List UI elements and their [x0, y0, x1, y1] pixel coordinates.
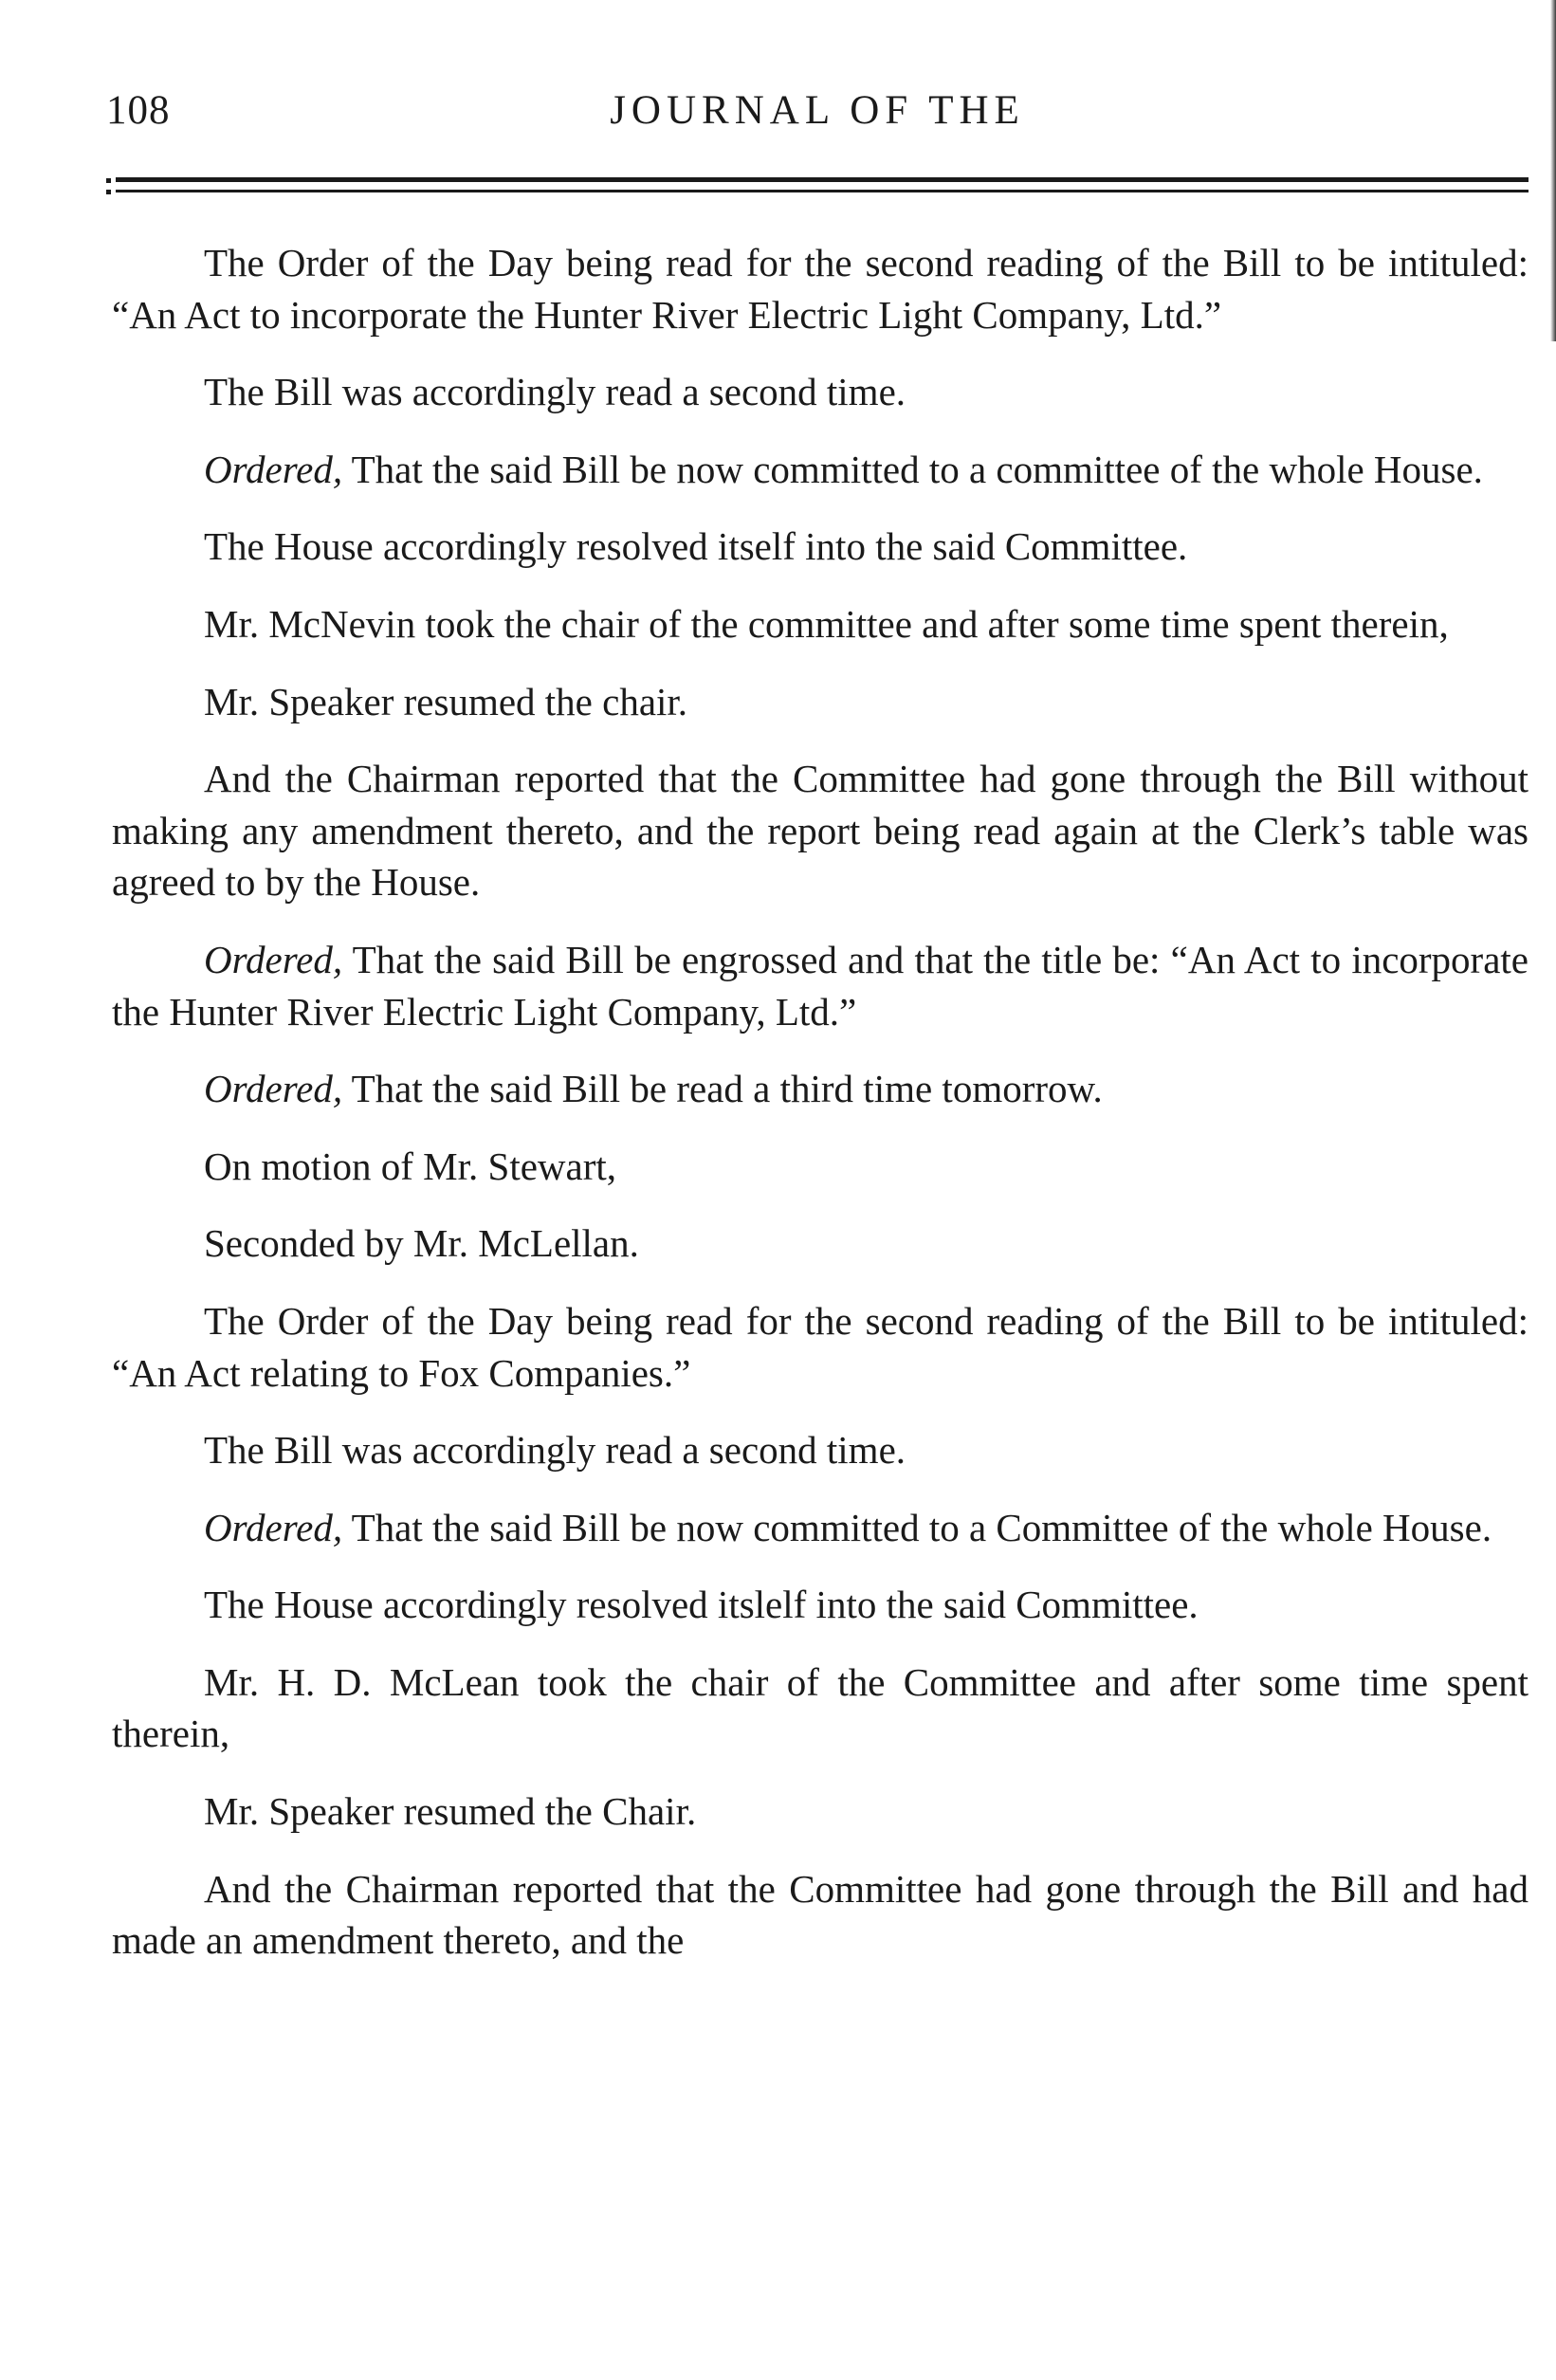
paragraph: Seconded by Mr. McLellan.: [204, 1221, 639, 1266]
paragraph: Mr. Speaker resumed the chair.: [204, 679, 688, 723]
journal-body: [112, 237, 1529, 1992]
paragraph: On motion of Mr. Stewart,: [204, 1144, 617, 1188]
paragraph: The Order of the Day being read for the second reading of the Bill to be intituled: “An Act to incorporate the Hunter River Electric Light Company, Ltd.”: [112, 241, 1529, 337]
rule-dot-top: [106, 178, 111, 183]
paragraph: The House accordingly resolved itslelf into the said Committee.: [204, 1583, 1199, 1627]
ordered-lead: Ordered,: [204, 937, 343, 981]
paragraph: Ordered, That the said Bill be engrossed and that the title be: “An Act to incorporate the Hunter River Electric Light Company, Ltd.”: [112, 937, 1529, 1034]
ordered-lead: Ordered,: [204, 447, 343, 491]
paragraph: The Bill was accordingly read a second time.: [204, 1428, 906, 1473]
paragraph: And the Chairman reported that the Committee had gone through the Bill without making any amendment thereto, and the report being read again at the Clerk’s table was agreed to by the House.: [112, 757, 1529, 905]
paragraph: The Bill was accordingly read a second time.: [204, 370, 906, 414]
page-edge-shadow: [1550, 0, 1556, 341]
page-header: [106, 87, 1529, 144]
paragraph: The Order of the Day being read for the second reading of the Bill to be intituled: “An Act relating to Fox Companies.”: [112, 1298, 1529, 1395]
rule-dot-bottom: [106, 190, 111, 194]
paragraph: The House accordingly resolved itself into the said Committee.: [204, 524, 1188, 569]
paragraph: Mr. McNevin took the chair of the committee and after some time spent therein,: [204, 601, 1449, 646]
page-number: 108: [106, 88, 171, 133]
ordered-lead: Ordered,: [204, 1505, 343, 1549]
paragraph: Ordered, That the said Bill be now committed to a committee of the whole House.: [204, 447, 1483, 491]
running-title: JOURNAL OF THE: [610, 88, 1025, 133]
paragraph: Ordered, That the said Bill be read a third time tomorrow.: [204, 1067, 1103, 1111]
header-rule-thin: [116, 190, 1529, 192]
ordered-lead: Ordered,: [204, 1067, 343, 1111]
header-rule-thick: [116, 177, 1529, 182]
paragraph: Mr. H. D. McLean took the chair of the Committee and after some time spent therein,: [112, 1659, 1529, 1756]
paragraph: Mr. Speaker resumed the Chair.: [204, 1789, 697, 1834]
paragraph: Ordered, That the said Bill be now committed to a Committee of the whole House.: [204, 1505, 1492, 1549]
paragraph: And the Chairman reported that the Committee had gone through the Bill and had made an amendment thereto, and the: [112, 1866, 1529, 1963]
